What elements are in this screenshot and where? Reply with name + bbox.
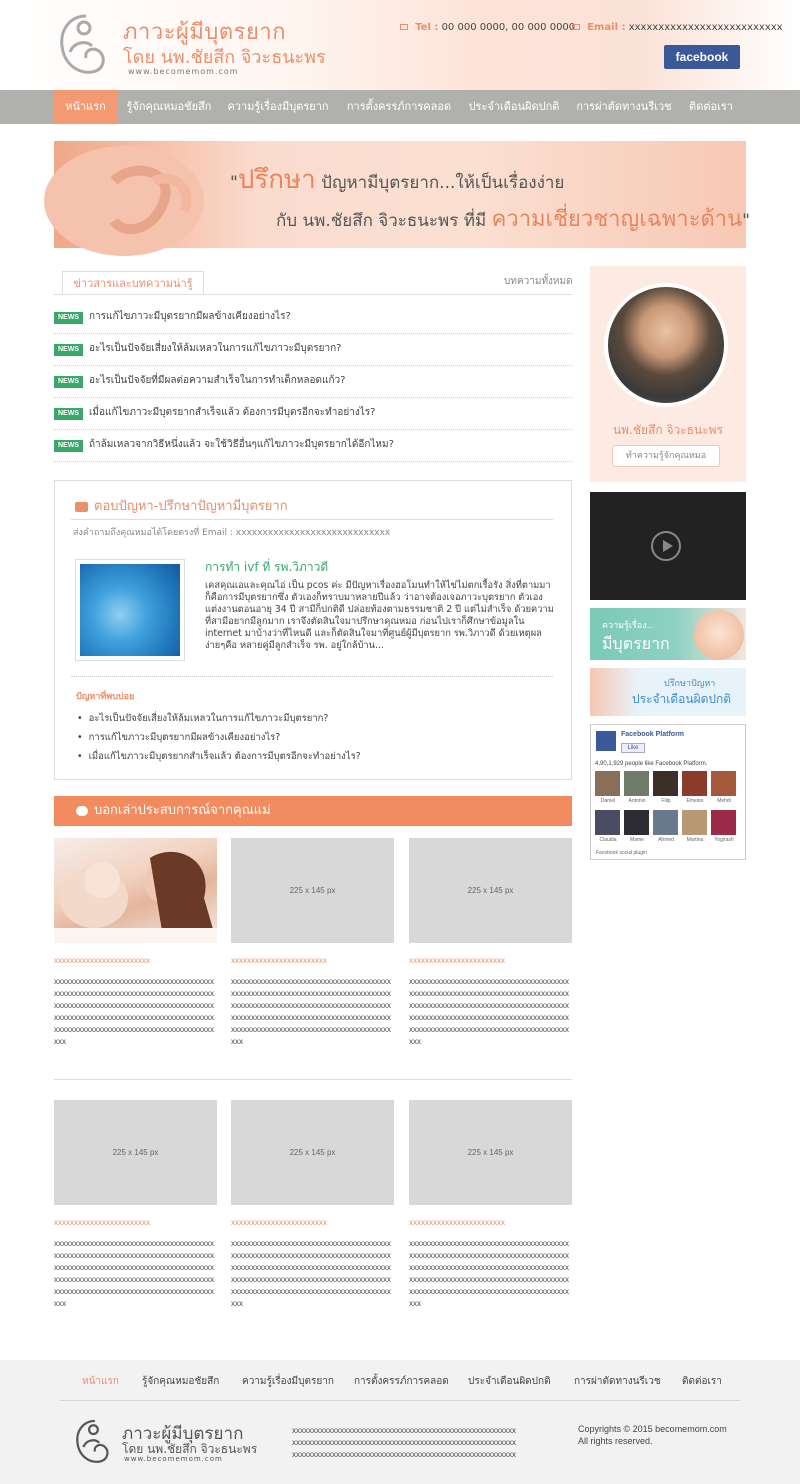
fb-fan-name: Yogirash (714, 837, 734, 843)
fb-fan-name: Martina (686, 837, 704, 843)
tel-label: Tel : (415, 22, 439, 33)
qa-article-body: เคสคุณเอและคุณไอ่ เป็น pcos ค่ะ มีปัญหาเรื่องฮอโมนทำให้ไข่ไม่ตกเรื้อรัง สิ่งที่ตามมาก็คือการมีบุตรยากซึ่ง ตัวเองก็ทราบมาหลายปีแล้ว ว่าอาจต้องเจอภาวะบุตรยาก ตัวเองแต่งงานตอนอายุ 34 ปี สามีก็ปกติดี ปล่อยท้องตามธรรมชาติ 2 ปี แต่ไม่สำเร็จ ด้วยความที่สามีอยากมีลูกมาก เราจึงตัดสินใจมาปรึกษาคุณหมอ ก่อนไปเราก็ศึกษาข้อมูลใน internet มาบ้างว่าที่ไหนดี และก็ตัดสินใจมาที่ศูนย์ผู้มีบุตรยาก รพ.วิภาวดี ด้วยเหตุผลง่ายๆคือ หลายคู่มีลูกสำเร็จ รพ. อยู่ใกล้บ้าน... (205, 580, 554, 651)
mail-icon (572, 24, 580, 30)
fb-social-plugin-label[interactable]: Facebook social plugin (596, 850, 647, 856)
faq-item[interactable]: • เมื่อแก้ไขภาวะมีบุตรยากสำเร็จแล้ว ต้องการมีบุตรอีกจะทำอย่างไร? (77, 749, 361, 764)
footer-logo-url: www.becomemom.com (124, 1455, 223, 1463)
logo-title[interactable]: ภาวะผู้มีบุตรยาก (123, 20, 287, 45)
stories-header: บอกเล่าประสบการณ์จากคุณแม่ (54, 796, 572, 826)
email-value[interactable]: xxxxxxxxxxxxxxxxxxxxxxxxxx (628, 22, 783, 33)
fb-like-count: 4,90,1,929 people like Facebook Platform. (595, 761, 708, 767)
nav-contact[interactable]: ติดต่อเรา (689, 100, 733, 113)
nav-menstrual[interactable]: ประจำเดือนผิดปกติ (468, 100, 560, 113)
banner1-big-text: มีบุตรยาก (602, 634, 670, 653)
qa-divider (71, 519, 553, 520)
story-image-placeholder[interactable]: 225 x 145 px (409, 1100, 572, 1205)
footer-nav-home[interactable]: หน้าแรก (82, 1376, 119, 1387)
footer-info-line: xxxxxxxxxxxxxxxxxxxxxxxxxxxxxxxxxxxxxxxxxxxxxxxxxxxxxxxx (292, 1426, 516, 1435)
fb-fan-name: Ahmed (658, 837, 674, 843)
news-divider (54, 294, 572, 295)
news-badge: NEWS (54, 440, 83, 452)
phone-icon (400, 24, 408, 30)
story-excerpt: xxxxxxxxxxxxxxxxxxxxxxxxxxxxxxxxxxxxxxxxxxxxxxxxxxxxxxxxxxxxxxxxxxxxxxxxxxxxxxxxxxxxxxxxxxxxxxxxxxxxxxxxxxxxxxxxxxxxxxxxxxxxxxxxxxxxxxxxxxxxxxxxxxxxxxxxxxxxxxxxxxxxxxxxxxxxxxxxxxxxxxxxxxxxxxxxxxxxxxxxxxx (54, 977, 214, 1046)
story-title-link[interactable]: xxxxxxxxxxxxxxxxxxxxxxxx (409, 1218, 505, 1227)
story-excerpt: xxxxxxxxxxxxxxxxxxxxxxxxxxxxxxxxxxxxxxxxxxxxxxxxxxxxxxxxxxxxxxxxxxxxxxxxxxxxxxxxxxxxxxxxxxxxxxxxxxxxxxxxxxxxxxxxxxxxxxxxxxxxxxxxxxxxxxxxxxxxxxxxxxxxxxxxxxxxxxxxxxxxxxxxxxxxxxxxxxxxxxxxxxxxxxxxxxxxxxxxxxx (54, 1239, 214, 1308)
footer-nav-pregnancy[interactable]: การตั้งครรภ์การคลอด (354, 1376, 449, 1387)
story-title-link[interactable]: xxxxxxxxxxxxxxxxxxxxxxxx (231, 1218, 327, 1227)
footer-divider (60, 1400, 740, 1401)
fb-fan-avatar[interactable] (682, 771, 707, 796)
story-excerpt: xxxxxxxxxxxxxxxxxxxxxxxxxxxxxxxxxxxxxxxxxxxxxxxxxxxxxxxxxxxxxxxxxxxxxxxxxxxxxxxxxxxxxxxxxxxxxxxxxxxxxxxxxxxxxxxxxxxxxxxxxxxxxxxxxxxxxxxxxxxxxxxxxxxxxxxxxxxxxxxxxxxxxxxxxxxxxxxxxxxxxxxxxxxxxxxxxxxxxxxxxxx (409, 1239, 569, 1308)
doctor-avatar[interactable] (604, 283, 728, 407)
news-link[interactable]: ถ้าล้มเหลวจากวิธีหนึ่งแล้ว จะใช้วิธีอื่นๆแก้ไขภาวะมีบุตรยากได้อีกไหม? (89, 439, 394, 450)
ivf-article-image[interactable] (75, 559, 185, 661)
faq-item[interactable]: • การแก้ไขภาวะมีบุตรยากมีผลข้างเคียงอย่างไร? (77, 730, 280, 745)
email-label: Email : (587, 22, 626, 33)
faq-item[interactable]: • อะไรเป็นปัจจัยเสี่ยงให้ล้มเหลวในการแก้ไขภาวะมีบุตรยาก? (77, 711, 328, 726)
story-excerpt: xxxxxxxxxxxxxxxxxxxxxxxxxxxxxxxxxxxxxxxxxxxxxxxxxxxxxxxxxxxxxxxxxxxxxxxxxxxxxxxxxxxxxxxxxxxxxxxxxxxxxxxxxxxxxxxxxxxxxxxxxxxxxxxxxxxxxxxxxxxxxxxxxxxxxxxxxxxxxxxxxxxxxxxxxxxxxxxxxxxxxxxxxxxxxxxxxxxxxxxxxxx (231, 1239, 391, 1308)
fb-fan-name: Mame (630, 837, 644, 843)
stories-divider (54, 1079, 572, 1080)
news-badge: NEWS (54, 408, 83, 420)
banner2-small-text: ปรึกษาปัญหา (664, 679, 716, 689)
story-excerpt: xxxxxxxxxxxxxxxxxxxxxxxxxxxxxxxxxxxxxxxxxxxxxxxxxxxxxxxxxxxxxxxxxxxxxxxxxxxxxxxxxxxxxxxxxxxxxxxxxxxxxxxxxxxxxxxxxxxxxxxxxxxxxxxxxxxxxxxxxxxxxxxxxxxxxxxxxxxxxxxxxxxxxxxxxxxxxxxxxxxxxxxxxxxxxxxxxxxxxxxxxxx (409, 977, 569, 1046)
mother-baby-photo[interactable] (54, 838, 217, 943)
fb-fan-avatar[interactable] (595, 810, 620, 835)
nav-about-doctor[interactable]: รู้จักคุณหมอชัยสึก (126, 100, 212, 113)
story-title-link[interactable]: xxxxxxxxxxxxxxxxxxxxxxxx (409, 956, 505, 965)
nav-surgery[interactable]: การผ่าตัดทางนรีเวช (576, 100, 672, 113)
play-icon[interactable] (651, 531, 681, 561)
rights-text: All rights reserved. (578, 1436, 653, 1446)
qa-article-title[interactable]: การทำ ivf ที่ รพ.วิภาวดี (205, 560, 329, 574)
doctor-name: นพ.ชัยสึก จิวะธนะพร (612, 423, 724, 437)
fb-fan-name: Antonio (628, 798, 646, 804)
banner1-small-text: ความรู้เรื่อง.. (602, 621, 653, 631)
story-image-placeholder[interactable]: 225 x 145 px (231, 838, 394, 943)
news-item[interactable] (54, 366, 572, 398)
banner2-big-text: ประจำเดือนผิดปกติ (632, 692, 732, 706)
news-link[interactable]: เมื่อแก้ไขภาวะมีบุตรยากสำเร็จแล้ว ต้องการมีบุตรอีกจะทำอย่างไร? (89, 407, 376, 418)
menstrual-consult-banner[interactable] (590, 668, 746, 716)
news-link[interactable]: อะไรเป็นปัจจัยเสี่ยงให้ล้มเหลวในการแก้ไขภาวะมีบุตรยาก? (89, 343, 342, 354)
infertility-knowledge-banner[interactable] (590, 608, 746, 660)
news-item[interactable] (54, 334, 572, 366)
nav-infertility-knowledge[interactable]: ความรู้เรื่องมีบุตรยาก (227, 100, 329, 113)
hero-banner (54, 141, 750, 248)
story-title-link[interactable]: xxxxxxxxxxxxxxxxxxxxxxxx (54, 956, 150, 965)
news-item[interactable] (54, 398, 572, 430)
logo-url: www.becomemom.com (128, 67, 239, 76)
faq-title: ปัญหาที่พบบ่อย (76, 692, 135, 702)
fb-page-title[interactable]: Facebook Platform (621, 731, 685, 738)
story-image-placeholder[interactable]: 225 x 145 px (54, 1100, 217, 1205)
facebook-page-logo-icon[interactable] (596, 731, 616, 751)
fb-fan-avatar[interactable] (682, 810, 707, 835)
qa-email-note: ส่งคำถามถึงคุณหมอได้โดยตรงที่ Email : xxxxxxxxxxxxxxxxxxxxxxxxxxxxx (73, 528, 391, 538)
fb-fan-avatar[interactable] (711, 810, 736, 835)
baby-image (694, 610, 744, 660)
news-link[interactable]: อะไรเป็นปัจจัยที่มีผลต่อความสำเร็จในการทำเด็กหลอดแก้ว? (89, 375, 346, 386)
footer-nav-about-doctor[interactable]: รู้จักคุณหมอชัยสึก (142, 1376, 220, 1387)
fb-fan-name: Emesto (686, 798, 704, 804)
mother-baby-logo-icon[interactable] (56, 12, 108, 78)
news-badge: NEWS (54, 344, 83, 356)
tel-contact (400, 22, 575, 33)
logo-subtitle: โดย นพ.ชัยสีก จิวะธนะพร (123, 47, 326, 68)
story-title-link[interactable]: xxxxxxxxxxxxxxxxxxxxxxxx (54, 1218, 150, 1227)
banner-highlight-consult: ปรึกษา (237, 165, 316, 195)
news-tab[interactable]: ข่าวสารและบทความน่ารู้ (62, 271, 204, 295)
about-doctor-button[interactable]: ทำความรู้จักคุณหมอ (612, 445, 720, 467)
site-footer (0, 1360, 800, 1484)
doctor-profile-box (590, 266, 746, 482)
footer-nav-contact[interactable]: ติดต่อเรา (682, 1376, 722, 1387)
news-link[interactable]: การแก้ไขภาวะมีบุตรยากมีผลข้างเคียงอย่างไร? (89, 311, 291, 322)
tel-value: 00 000 0000, 00 000 0000 (441, 22, 576, 33)
footer-nav-menstrual[interactable]: ประจำเดือนผิดปกติ (468, 1376, 551, 1387)
heart-hands-image (54, 141, 234, 248)
banner-line-2: กับ นพ.ชัยสึก จิวะธนะพร ที่มี ความเชี่ยวชาญเฉพาะด้าน" (276, 207, 750, 232)
fb-fan-name: Filip (661, 798, 671, 804)
footer-nav-surgery[interactable]: การผ่าตัดทางนรีเวช (574, 1376, 661, 1387)
banner-highlight-expertise: ความเชี่ยวชาญเฉพาะด้าน (491, 207, 743, 232)
fb-fan-avatar[interactable] (595, 771, 620, 796)
footer-info-line: xxxxxxxxxxxxxxxxxxxxxxxxxxxxxxxxxxxxxxxxxxxxxxxxxxxxxxxx (292, 1450, 516, 1459)
video-player[interactable] (590, 492, 746, 600)
fb-fan-name: Mehdi (717, 798, 731, 804)
footer-logo-icon[interactable] (72, 1418, 112, 1466)
story-image-placeholder[interactable]: 225 x 145 px (409, 838, 572, 943)
news-item[interactable] (54, 430, 572, 462)
qa-dotted-divider (71, 676, 553, 677)
qa-title: ตอบปัญหา-ปรึกษาปัญหามีบุตรยาก (75, 495, 288, 516)
footer-info-line: xxxxxxxxxxxxxxxxxxxxxxxxxxxxxxxxxxxxxxxxxxxxxxxxxxxxxxxx (292, 1438, 516, 1447)
fb-fan-avatar[interactable] (624, 810, 649, 835)
footer-logo-subtitle: โดย นพ.ชัยสึก จิวะธนะพร (122, 1442, 258, 1456)
story-image-placeholder[interactable]: 225 x 145 px (231, 1100, 394, 1205)
banner-line-1: "ปรึกษา ปัญหามีบุตรยาก...ให้เป็นเรื่องง่าย (230, 165, 565, 195)
story-excerpt: xxxxxxxxxxxxxxxxxxxxxxxxxxxxxxxxxxxxxxxxxxxxxxxxxxxxxxxxxxxxxxxxxxxxxxxxxxxxxxxxxxxxxxxxxxxxxxxxxxxxxxxxxxxxxxxxxxxxxxxxxxxxxxxxxxxxxxxxxxxxxxxxxxxxxxxxxxxxxxxxxxxxxxxxxxxxxxxxxxxxxxxxxxxxxxxxxxxxxxxxxxx (231, 977, 391, 1046)
fb-fan-avatar[interactable] (653, 810, 678, 835)
site-header (0, 0, 800, 90)
copyright-text: Copyrights © 2015 becomemom.com (578, 1424, 727, 1434)
fb-like-button[interactable]: Like (621, 743, 645, 753)
facebook-like-box (590, 724, 746, 860)
footer-nav-infertility-knowledge[interactable]: ความรู้เรื่องมีบุตรยาก (242, 1376, 334, 1387)
image-icon (75, 502, 88, 512)
fb-fan-name: Daniel (600, 798, 616, 804)
nav-home[interactable]: หน้าแรก (54, 90, 117, 124)
speech-bubble-icon (76, 806, 88, 816)
story-title-link[interactable]: xxxxxxxxxxxxxxxxxxxxxxxx (231, 956, 327, 965)
news-item[interactable] (54, 302, 572, 334)
mother-baby-image (54, 838, 217, 943)
facebook-button[interactable]: facebook (664, 45, 740, 69)
news-badge: NEWS (54, 376, 83, 388)
news-badge: NEWS (54, 312, 83, 324)
email-contact (572, 22, 783, 33)
main-nav (0, 90, 800, 124)
footer-logo-title: ภาวะผู้มีบุตรยาก (122, 1424, 244, 1444)
fb-fan-avatar[interactable] (624, 771, 649, 796)
fb-fan-avatar[interactable] (711, 771, 736, 796)
fb-fan-name: Claudia (599, 837, 617, 843)
fb-fan-avatar[interactable] (653, 771, 678, 796)
nav-pregnancy[interactable]: การตั้งครรภ์การคลอด (346, 100, 452, 113)
all-articles-link[interactable]: บทความทั้งหมด (504, 276, 573, 287)
qa-panel (54, 480, 572, 780)
